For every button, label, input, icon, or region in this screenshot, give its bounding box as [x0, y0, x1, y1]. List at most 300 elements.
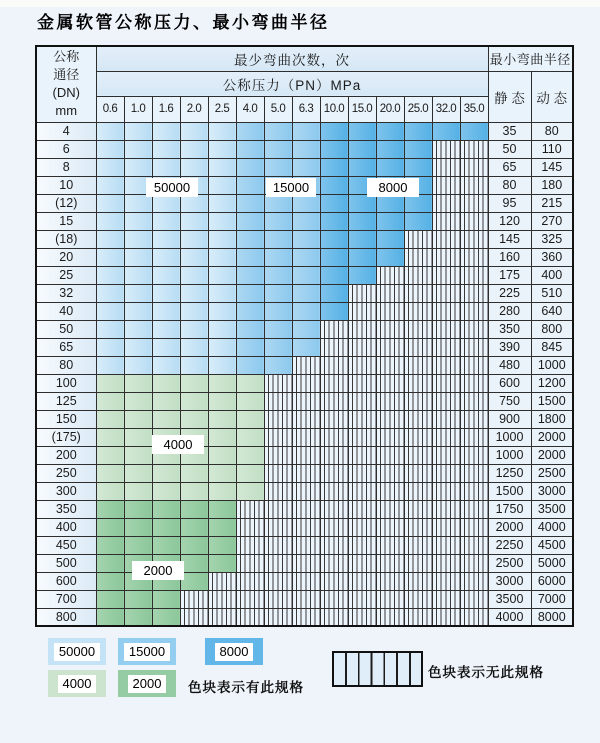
spec-cell-8000: [348, 140, 376, 158]
spec-cell-15000: [264, 230, 292, 248]
dn-label: 25: [36, 266, 96, 284]
spec-cell-50000: [152, 248, 180, 266]
no-spec-cell: [208, 608, 236, 626]
spec-cell-50000: [180, 140, 208, 158]
table-row-dn-6: [36, 140, 573, 158]
no-spec-cell: [236, 554, 264, 572]
spec-cell-8000: [376, 158, 404, 176]
spec-cell-2000: [152, 608, 180, 626]
table-row-dn-500: [36, 554, 573, 572]
no-spec-cell: [320, 536, 348, 554]
no-spec-cell: [236, 608, 264, 626]
spec-cell-8000: [320, 176, 348, 194]
spec-cell-50000: [208, 230, 236, 248]
legend-swatch-2000: [118, 670, 176, 697]
no-spec-cell: [460, 356, 488, 374]
pressure-header-25.0: 25.0: [404, 96, 432, 122]
table-row-dn-32: [36, 284, 573, 302]
spec-cell-2000: [180, 518, 208, 536]
spec-cell-50000: [180, 158, 208, 176]
spec-cell-8000: [320, 266, 348, 284]
no-spec-cell: [376, 536, 404, 554]
spec-cell-50000: [208, 194, 236, 212]
no-spec-cell: [432, 554, 460, 572]
no-spec-cell: [264, 374, 292, 392]
spec-cell-15000: [264, 122, 292, 140]
no-spec-cell: [264, 554, 292, 572]
dn-label: 65: [36, 338, 96, 356]
spec-cell-4000: [96, 410, 124, 428]
no-spec-cell: [404, 536, 432, 554]
spec-cell-50000: [208, 320, 236, 338]
static-radius-value: 600: [488, 374, 531, 392]
spec-cell-4000: [236, 464, 264, 482]
spec-cell-4000: [152, 482, 180, 500]
table-row-dn-65: [36, 338, 573, 356]
no-spec-cell: [432, 518, 460, 536]
no-spec-cell: [292, 410, 320, 428]
no-spec-cell: [376, 464, 404, 482]
static-radius-value: 900: [488, 410, 531, 428]
static-radius-value: 2000: [488, 518, 531, 536]
spec-cell-15000: [292, 140, 320, 158]
no-spec-cell: [208, 572, 236, 590]
static-radius-value: 1000: [488, 428, 531, 446]
spec-cell-15000: [264, 158, 292, 176]
no-spec-cell: [404, 464, 432, 482]
static-radius-value: 1000: [488, 446, 531, 464]
legend-no-spec-text: 色块表示无此规格: [428, 665, 544, 680]
no-spec-cell: [320, 374, 348, 392]
no-spec-cell: [376, 374, 404, 392]
no-spec-cell: [376, 482, 404, 500]
dn-label: 10: [36, 176, 96, 194]
table-row-dn-700: [36, 590, 573, 608]
table-row-dn-150: [36, 410, 573, 428]
no-spec-cell: [292, 500, 320, 518]
pressure-header-20.0: 20.0: [376, 96, 404, 122]
dn-label: 6: [36, 140, 96, 158]
dn-header-line3: (DN): [52, 85, 80, 101]
legend-has-spec-text: 色块表示有此规格: [188, 680, 304, 695]
table-row-dn-300: [36, 482, 573, 500]
spec-cell-8000: [320, 230, 348, 248]
no-spec-cell: [236, 500, 264, 518]
table-row-dn-200: [36, 446, 573, 464]
spec-cell-15000: [236, 320, 264, 338]
no-spec-cell: [320, 500, 348, 518]
dn-label: 8: [36, 158, 96, 176]
static-radius-value: 50: [488, 140, 531, 158]
spec-cell-50000: [124, 212, 152, 230]
spec-cell-2000: [180, 554, 208, 572]
spec-cell-15000: [236, 266, 264, 284]
no-spec-cell: [432, 482, 460, 500]
no-spec-cell: [348, 590, 376, 608]
spec-cell-4000: [96, 374, 124, 392]
spec-cell-15000: [236, 302, 264, 320]
spec-cell-2000: [124, 518, 152, 536]
no-spec-cell: [404, 338, 432, 356]
table-row-dn-600: [36, 572, 573, 590]
spec-cell-2000: [96, 572, 124, 590]
dn-header-line2: 通径: [53, 67, 80, 83]
spec-cell-8000: [320, 122, 348, 140]
no-spec-cell: [404, 302, 432, 320]
spec-cell-2000: [180, 536, 208, 554]
spec-cell-50000: [152, 212, 180, 230]
spec-cell-4000: [96, 446, 124, 464]
no-spec-cell: [376, 428, 404, 446]
spec-cell-4000: [236, 374, 264, 392]
dn-label: 600: [36, 572, 96, 590]
no-spec-cell: [376, 500, 404, 518]
pressure-header-35.0: 35.0: [460, 96, 488, 122]
dynamic-radius-value: 1200: [531, 374, 573, 392]
no-spec-cell: [432, 176, 460, 194]
spec-cell-50000: [180, 212, 208, 230]
no-spec-cell: [292, 374, 320, 392]
spec-cell-2000: [124, 500, 152, 518]
legend-swatch-label: 4000: [58, 675, 97, 693]
spec-cell-4000: [124, 428, 152, 446]
spec-cell-15000: [292, 284, 320, 302]
dn-label: 100: [36, 374, 96, 392]
no-spec-cell: [236, 518, 264, 536]
no-spec-cell: [432, 464, 460, 482]
dynamic-radius-value: 400: [531, 266, 573, 284]
spec-cell-4000: [208, 428, 236, 446]
no-spec-cell: [460, 302, 488, 320]
pressure-header-32.0: 32.0: [432, 96, 460, 122]
spec-cell-4000: [124, 374, 152, 392]
spec-cell-15000: [236, 158, 264, 176]
dynamic-radius-value: 1500: [531, 392, 573, 410]
no-spec-cell: [292, 608, 320, 626]
spec-cell-50000: [208, 158, 236, 176]
no-spec-cell: [320, 518, 348, 536]
no-spec-cell: [404, 356, 432, 374]
spec-cell-15000: [292, 122, 320, 140]
legend-swatch-label: 8000: [215, 643, 254, 661]
no-spec-cell: [208, 590, 236, 608]
no-spec-cell: [460, 158, 488, 176]
spec-cell-15000: [236, 212, 264, 230]
spec-cell-15000: [292, 158, 320, 176]
no-spec-cell: [460, 410, 488, 428]
spec-cell-4000: [236, 428, 264, 446]
spec-cell-50000: [96, 212, 124, 230]
static-radius-value: 120: [488, 212, 531, 230]
dn-label: 300: [36, 482, 96, 500]
dynamic-radius-value: 2000: [531, 446, 573, 464]
spec-cell-4000: [96, 428, 124, 446]
spec-cell-15000: [264, 266, 292, 284]
no-spec-cell: [460, 590, 488, 608]
no-spec-cell: [376, 266, 404, 284]
no-spec-cell: [348, 536, 376, 554]
dn-label: 700: [36, 590, 96, 608]
no-spec-cell: [292, 464, 320, 482]
spec-cell-15000: [236, 230, 264, 248]
no-spec-cell: [264, 446, 292, 464]
table-row-dn-800: [36, 608, 573, 626]
spec-cell-4000: [124, 446, 152, 464]
dn-header-cell: [36, 46, 96, 122]
no-spec-cell: [376, 572, 404, 590]
spec-cell-50000: [152, 320, 180, 338]
dynamic-radius-value: 2500: [531, 464, 573, 482]
table-row-dn-80: [36, 356, 573, 374]
spec-cell-15000: [236, 284, 264, 302]
no-spec-cell: [432, 230, 460, 248]
table-row-dn-250: [36, 464, 573, 482]
spec-cell-8000: [432, 122, 460, 140]
dn-label: 200: [36, 446, 96, 464]
spec-cell-8000: [348, 266, 376, 284]
spec-cell-50000: [96, 302, 124, 320]
no-spec-cell: [348, 554, 376, 572]
static-radius-value: 480: [488, 356, 531, 374]
spec-cell-50000: [152, 266, 180, 284]
no-spec-cell: [348, 464, 376, 482]
static-radius-value: 390: [488, 338, 531, 356]
no-spec-cell: [320, 410, 348, 428]
spec-cell-2000: [208, 518, 236, 536]
cycle-flag-15000: 15000: [266, 178, 316, 197]
no-spec-cell: [460, 428, 488, 446]
no-spec-cell: [460, 338, 488, 356]
cycle-flag-8000: 8000: [367, 178, 419, 197]
no-spec-cell: [376, 446, 404, 464]
dynamic-radius-value: 180: [531, 176, 573, 194]
spec-cell-8000: [320, 140, 348, 158]
no-spec-cell: [432, 266, 460, 284]
spec-cell-15000: [236, 122, 264, 140]
spec-cell-50000: [152, 230, 180, 248]
pressure-header-2.5: 2.5: [208, 96, 236, 122]
spec-cell-50000: [152, 158, 180, 176]
spec-cell-8000: [320, 248, 348, 266]
no-spec-cell: [376, 320, 404, 338]
pressure-header-1.6: 1.6: [152, 96, 180, 122]
pressure-header-2.0: 2.0: [180, 96, 208, 122]
no-spec-cell: [320, 482, 348, 500]
no-spec-cell: [460, 572, 488, 590]
spec-cell-4000: [208, 392, 236, 410]
spec-cell-50000: [124, 230, 152, 248]
no-spec-cell: [292, 554, 320, 572]
spec-cell-50000: [152, 356, 180, 374]
spec-cell-15000: [292, 212, 320, 230]
no-spec-cell: [348, 392, 376, 410]
cycle-flag-50000: 50000: [146, 178, 198, 197]
spec-cell-2000: [96, 590, 124, 608]
dn-label: 400: [36, 518, 96, 536]
dn-header-line1: 公称: [53, 49, 80, 65]
legend-swatch-50000: [48, 638, 106, 665]
dynamic-radius-value: 7000: [531, 590, 573, 608]
spec-cell-8000: [404, 140, 432, 158]
no-spec-cell: [460, 230, 488, 248]
no-spec-cell: [292, 392, 320, 410]
spec-cell-15000: [236, 248, 264, 266]
no-spec-cell: [404, 482, 432, 500]
no-spec-cell: [404, 554, 432, 572]
no-spec-cell: [320, 554, 348, 572]
spec-cell-8000: [320, 158, 348, 176]
table-row-dn-18: [36, 230, 573, 248]
dn-label: 15: [36, 212, 96, 230]
no-spec-cell: [432, 140, 460, 158]
spec-cell-50000: [96, 248, 124, 266]
spec-cell-50000: [96, 338, 124, 356]
dynamic-radius-value: 325: [531, 230, 573, 248]
spec-cell-50000: [208, 266, 236, 284]
no-spec-cell: [460, 446, 488, 464]
no-spec-cell: [404, 410, 432, 428]
spec-cell-4000: [152, 464, 180, 482]
spec-cell-2000: [124, 608, 152, 626]
no-spec-cell: [320, 608, 348, 626]
dynamic-radius-value: 845: [531, 338, 573, 356]
spec-cell-2000: [208, 536, 236, 554]
spec-cell-2000: [208, 554, 236, 572]
spec-cell-8000: [376, 140, 404, 158]
spec-cell-50000: [96, 266, 124, 284]
spec-cell-50000: [124, 158, 152, 176]
no-spec-cell: [432, 194, 460, 212]
no-spec-cell: [180, 608, 208, 626]
static-radius-value: 80: [488, 176, 531, 194]
static-radius-value: 1500: [488, 482, 531, 500]
table-row-dn-400: [36, 518, 573, 536]
no-spec-cell: [292, 572, 320, 590]
spec-cell-15000: [264, 140, 292, 158]
no-spec-cell: [264, 572, 292, 590]
table-body: [36, 122, 573, 626]
no-spec-cell: [320, 392, 348, 410]
static-radius-value: 2500: [488, 554, 531, 572]
spec-cell-50000: [124, 356, 152, 374]
pressure-header-0.6: 0.6: [96, 96, 124, 122]
no-spec-cell: [432, 500, 460, 518]
no-spec-cell: [292, 356, 320, 374]
spec-cell-8000: [404, 212, 432, 230]
dn-label: (12): [36, 194, 96, 212]
spec-cell-2000: [96, 500, 124, 518]
spec-cell-2000: [152, 500, 180, 518]
spec-cell-2000: [208, 500, 236, 518]
spec-cell-50000: [124, 302, 152, 320]
no-spec-cell: [432, 248, 460, 266]
static-radius-value: 160: [488, 248, 531, 266]
spec-cell-4000: [180, 392, 208, 410]
spec-cell-50000: [208, 176, 236, 194]
spec-cell-2000: [96, 518, 124, 536]
no-spec-cell: [264, 590, 292, 608]
spec-cell-4000: [236, 410, 264, 428]
static-radius-value: 1250: [488, 464, 531, 482]
no-spec-cell: [460, 140, 488, 158]
no-spec-cell: [404, 572, 432, 590]
no-spec-cell: [404, 518, 432, 536]
no-spec-cell: [292, 446, 320, 464]
spec-cell-8000: [376, 230, 404, 248]
top-strip: [0, 0, 600, 7]
no-spec-cell: [404, 446, 432, 464]
table-header: [36, 46, 573, 122]
no-spec-cell: [404, 500, 432, 518]
dynamic-radius-value: 360: [531, 248, 573, 266]
no-spec-cell: [460, 176, 488, 194]
no-spec-cell: [432, 356, 460, 374]
dynamic-radius-value: 145: [531, 158, 573, 176]
table-row-dn-125: [36, 392, 573, 410]
spec-cell-4000: [208, 446, 236, 464]
spec-cell-8000: [460, 122, 488, 140]
table-row-dn-175: [36, 428, 573, 446]
no-spec-cell: [348, 320, 376, 338]
spec-cell-50000: [208, 140, 236, 158]
table-row-dn-40: [36, 302, 573, 320]
static-radius-value: 3500: [488, 590, 531, 608]
dn-label: 4: [36, 122, 96, 140]
dn-label: 40: [36, 302, 96, 320]
no-spec-cell: [264, 410, 292, 428]
table-row-dn-350: [36, 500, 573, 518]
spec-cell-4000: [124, 464, 152, 482]
spec-table-zone: [35, 45, 574, 627]
spec-cell-50000: [124, 266, 152, 284]
no-spec-cell: [320, 590, 348, 608]
spec-cell-50000: [180, 284, 208, 302]
spec-cell-50000: [180, 356, 208, 374]
spec-cell-15000: [264, 338, 292, 356]
no-spec-cell: [180, 590, 208, 608]
no-spec-cell: [460, 194, 488, 212]
no-spec-cell: [292, 590, 320, 608]
no-spec-cell: [432, 374, 460, 392]
spec-cell-50000: [124, 320, 152, 338]
no-spec-cell: [460, 536, 488, 554]
no-spec-cell: [348, 410, 376, 428]
no-spec-cell: [404, 248, 432, 266]
spec-cell-2000: [152, 518, 180, 536]
no-spec-cell: [404, 608, 432, 626]
spec-cell-2000: [96, 608, 124, 626]
pressure-header-1.0: 1.0: [124, 96, 152, 122]
spec-cell-50000: [180, 122, 208, 140]
no-spec-cell: [460, 212, 488, 230]
legend-swatch-label: 2000: [128, 675, 167, 693]
no-spec-cell: [292, 428, 320, 446]
spec-cell-50000: [96, 320, 124, 338]
legend-swatch-15000: [118, 638, 176, 665]
cycle-flag-4000: 4000: [152, 435, 204, 454]
no-spec-cell: [376, 392, 404, 410]
no-spec-cell: [236, 572, 264, 590]
spec-cell-15000: [292, 302, 320, 320]
no-spec-cell: [376, 590, 404, 608]
header-band-1: [36, 46, 573, 71]
no-spec-cell: [460, 554, 488, 572]
no-spec-cell: [292, 482, 320, 500]
spec-cell-15000: [264, 302, 292, 320]
spec-cell-4000: [96, 464, 124, 482]
no-spec-cell: [460, 608, 488, 626]
dn-label: 20: [36, 248, 96, 266]
